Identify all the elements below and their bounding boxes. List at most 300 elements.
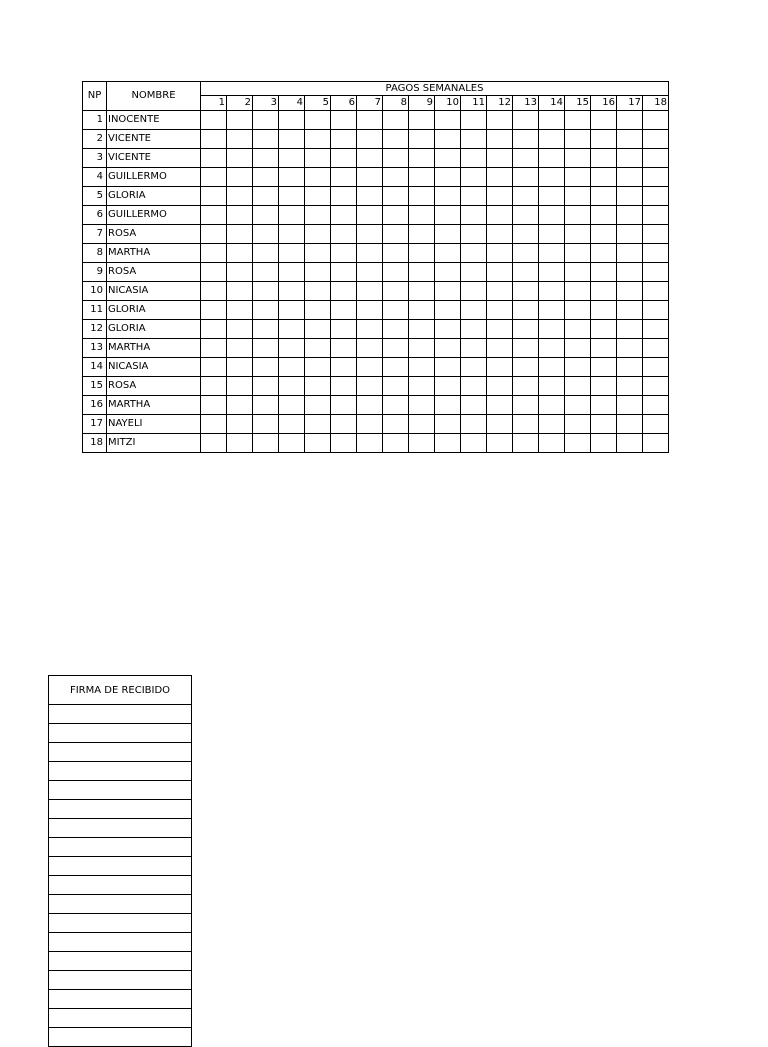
- payment-cell: [643, 339, 669, 358]
- row-name: ROSA: [107, 377, 201, 396]
- payment-cell: [435, 415, 461, 434]
- payment-cell: [513, 168, 539, 187]
- payment-cell: [461, 111, 487, 130]
- payment-cell: [253, 396, 279, 415]
- payment-cell: [591, 244, 617, 263]
- payment-cell: [357, 263, 383, 282]
- payment-cell: [305, 187, 331, 206]
- row-number: 4: [83, 168, 107, 187]
- payment-cell: [383, 434, 409, 453]
- payment-cell: [513, 434, 539, 453]
- payment-cell: [435, 130, 461, 149]
- signature-line: [49, 1028, 192, 1047]
- table-row: [83, 111, 669, 130]
- table-row: [83, 339, 669, 358]
- payment-cell: [383, 377, 409, 396]
- payment-cell: [513, 225, 539, 244]
- payment-cell: [539, 244, 565, 263]
- payment-cell: [331, 225, 357, 244]
- payment-cell: [253, 206, 279, 225]
- payment-cell: [565, 434, 591, 453]
- payment-cell: [539, 301, 565, 320]
- payment-cell: [383, 206, 409, 225]
- payment-cell: [487, 415, 513, 434]
- payment-cell: [227, 320, 253, 339]
- payment-cell: [201, 396, 227, 415]
- payment-cell: [357, 396, 383, 415]
- payment-cell: [435, 377, 461, 396]
- payment-cell: [383, 396, 409, 415]
- payment-cell: [435, 320, 461, 339]
- payment-cell: [565, 358, 591, 377]
- payment-cell: [513, 339, 539, 358]
- payment-cell: [565, 206, 591, 225]
- payment-cell: [617, 339, 643, 358]
- week-number-header: 12: [487, 96, 513, 111]
- payment-cell: [383, 225, 409, 244]
- payment-cell: [331, 377, 357, 396]
- row-name: VICENTE: [107, 130, 201, 149]
- payment-cell: [617, 263, 643, 282]
- payment-cell: [591, 415, 617, 434]
- payment-cell: [227, 263, 253, 282]
- payment-cell: [253, 434, 279, 453]
- payment-cell: [435, 244, 461, 263]
- payment-cell: [383, 187, 409, 206]
- payment-cell: [617, 168, 643, 187]
- payment-cell: [565, 263, 591, 282]
- payment-cell: [201, 187, 227, 206]
- payment-cell: [643, 206, 669, 225]
- payment-cell: [279, 168, 305, 187]
- payment-cell: [227, 244, 253, 263]
- payment-cell: [643, 301, 669, 320]
- payment-cell: [357, 187, 383, 206]
- payment-cell: [513, 415, 539, 434]
- payment-cell: [409, 263, 435, 282]
- table-row: [83, 377, 669, 396]
- row-name: GLORIA: [107, 320, 201, 339]
- payment-cell: [357, 168, 383, 187]
- week-number-header: 11: [461, 96, 487, 111]
- table-row: [83, 320, 669, 339]
- payment-cell: [435, 263, 461, 282]
- signature-line: [49, 781, 192, 800]
- week-number-header: 17: [617, 96, 643, 111]
- payment-cell: [331, 358, 357, 377]
- table-row: [83, 301, 669, 320]
- signature-line: [49, 838, 192, 857]
- payment-cell: [253, 168, 279, 187]
- payment-cell: [409, 282, 435, 301]
- payment-cell: [331, 206, 357, 225]
- payment-cell: [591, 149, 617, 168]
- row-number: 12: [83, 320, 107, 339]
- payment-cell: [461, 301, 487, 320]
- row-name: GLORIA: [107, 187, 201, 206]
- payment-cell: [253, 301, 279, 320]
- payment-cell: [201, 320, 227, 339]
- payment-cell: [539, 225, 565, 244]
- payment-cell: [565, 187, 591, 206]
- payment-cell: [305, 301, 331, 320]
- payment-cell: [539, 111, 565, 130]
- payment-cell: [487, 263, 513, 282]
- week-number-header: 13: [513, 96, 539, 111]
- payment-cell: [461, 206, 487, 225]
- payment-cell: [591, 130, 617, 149]
- row-number: 15: [83, 377, 107, 396]
- payment-cell: [357, 130, 383, 149]
- payment-cell: [409, 377, 435, 396]
- payment-cell: [435, 301, 461, 320]
- row-number: 3: [83, 149, 107, 168]
- table-row: [83, 244, 669, 263]
- payment-cell: [565, 244, 591, 263]
- table-row: [83, 187, 669, 206]
- signature-line: [49, 914, 192, 933]
- payment-cell: [513, 244, 539, 263]
- payment-cell: [201, 301, 227, 320]
- payment-cell: [643, 168, 669, 187]
- payment-cell: [487, 301, 513, 320]
- row-number: 2: [83, 130, 107, 149]
- signature-table: [48, 675, 192, 1047]
- payment-cell: [357, 377, 383, 396]
- payment-cell: [643, 187, 669, 206]
- payment-cell: [513, 320, 539, 339]
- payment-cell: [591, 263, 617, 282]
- payment-cell: [461, 434, 487, 453]
- payment-cell: [487, 130, 513, 149]
- payment-cell: [591, 434, 617, 453]
- payment-cell: [227, 282, 253, 301]
- row-number: 9: [83, 263, 107, 282]
- payment-cell: [253, 415, 279, 434]
- payment-cell: [305, 263, 331, 282]
- row-name: MITZI: [107, 434, 201, 453]
- payment-cell: [409, 320, 435, 339]
- signature-line: [49, 724, 192, 743]
- payment-cell: [591, 282, 617, 301]
- payment-cell: [357, 149, 383, 168]
- payment-cell: [643, 415, 669, 434]
- payment-cell: [279, 263, 305, 282]
- payment-cell: [201, 358, 227, 377]
- payment-cell: [383, 130, 409, 149]
- row-name: MARTHA: [107, 244, 201, 263]
- week-number-header: 2: [227, 96, 253, 111]
- payment-cell: [253, 111, 279, 130]
- payment-cell: [357, 415, 383, 434]
- payment-cell: [279, 282, 305, 301]
- payment-cell: [253, 320, 279, 339]
- table-row: [83, 206, 669, 225]
- payments-header: PAGOS SEMANALES: [201, 82, 669, 96]
- payment-cell: [201, 244, 227, 263]
- payment-cell: [409, 130, 435, 149]
- payment-cell: [617, 415, 643, 434]
- payment-cell: [617, 320, 643, 339]
- payment-cell: [617, 149, 643, 168]
- payment-cell: [539, 320, 565, 339]
- payment-cell: [201, 149, 227, 168]
- payment-cell: [487, 206, 513, 225]
- payment-cell: [331, 244, 357, 263]
- payment-cell: [487, 282, 513, 301]
- payment-cell: [279, 206, 305, 225]
- week-number-header: 18: [643, 96, 669, 111]
- row-number: 16: [83, 396, 107, 415]
- payment-cell: [383, 149, 409, 168]
- payment-cell: [487, 149, 513, 168]
- payment-cell: [305, 320, 331, 339]
- payment-cell: [487, 244, 513, 263]
- payment-cell: [201, 263, 227, 282]
- payment-cell: [357, 434, 383, 453]
- payment-cell: [617, 225, 643, 244]
- payment-cell: [331, 282, 357, 301]
- payment-cell: [539, 168, 565, 187]
- payment-cell: [331, 339, 357, 358]
- payment-cell: [279, 396, 305, 415]
- week-number-header: 3: [253, 96, 279, 111]
- row-name: INOCENTE: [107, 111, 201, 130]
- payment-cell: [201, 111, 227, 130]
- payment-cell: [539, 339, 565, 358]
- payment-cell: [565, 377, 591, 396]
- payment-cell: [305, 149, 331, 168]
- payment-cell: [331, 149, 357, 168]
- payment-cell: [305, 415, 331, 434]
- payment-cell: [357, 358, 383, 377]
- table-row: [83, 130, 669, 149]
- payment-cell: [279, 225, 305, 244]
- signature-header: FIRMA DE RECIBIDO: [49, 676, 192, 705]
- payment-cell: [487, 168, 513, 187]
- payment-cell: [435, 339, 461, 358]
- signature-line: [49, 705, 192, 724]
- payment-cell: [409, 168, 435, 187]
- row-name: ROSA: [107, 263, 201, 282]
- payment-cell: [617, 434, 643, 453]
- payment-cell: [305, 225, 331, 244]
- payment-cell: [539, 130, 565, 149]
- payment-cell: [617, 111, 643, 130]
- payment-cell: [383, 415, 409, 434]
- payment-cell: [435, 282, 461, 301]
- table-row: [83, 358, 669, 377]
- payment-cell: [643, 320, 669, 339]
- payment-cell: [461, 415, 487, 434]
- payment-cell: [513, 206, 539, 225]
- payment-cell: [565, 225, 591, 244]
- payment-cell: [513, 358, 539, 377]
- signature-line: [49, 743, 192, 762]
- row-name: GLORIA: [107, 301, 201, 320]
- payment-cell: [253, 244, 279, 263]
- payment-cell: [461, 396, 487, 415]
- payment-cell: [591, 187, 617, 206]
- payment-cell: [357, 282, 383, 301]
- week-number-header: 5: [305, 96, 331, 111]
- week-number-header: 8: [383, 96, 409, 111]
- payment-cell: [409, 434, 435, 453]
- payment-cell: [357, 206, 383, 225]
- payment-cell: [253, 187, 279, 206]
- signature-line: [49, 1009, 192, 1028]
- payment-cell: [409, 187, 435, 206]
- payment-cell: [227, 111, 253, 130]
- payment-cell: [227, 358, 253, 377]
- payment-cell: [643, 358, 669, 377]
- payment-cell: [409, 225, 435, 244]
- payment-cell: [487, 225, 513, 244]
- row-name: MARTHA: [107, 396, 201, 415]
- payment-cell: [591, 339, 617, 358]
- payment-cell: [201, 206, 227, 225]
- payment-cell: [305, 244, 331, 263]
- payment-cell: [227, 130, 253, 149]
- payment-cell: [539, 263, 565, 282]
- payment-cell: [383, 339, 409, 358]
- payment-cell: [591, 320, 617, 339]
- payment-cell: [409, 244, 435, 263]
- payment-cell: [279, 434, 305, 453]
- payment-cell: [565, 149, 591, 168]
- payment-cell: [617, 130, 643, 149]
- payment-cell: [487, 320, 513, 339]
- payment-cell: [253, 225, 279, 244]
- payment-cell: [591, 206, 617, 225]
- payment-cell: [279, 244, 305, 263]
- signature-line: [49, 762, 192, 781]
- payment-cell: [253, 358, 279, 377]
- payment-cell: [227, 301, 253, 320]
- payment-cell: [565, 396, 591, 415]
- table-row: [83, 263, 669, 282]
- payment-cell: [539, 282, 565, 301]
- payment-cell: [643, 377, 669, 396]
- row-name: GUILLERMO: [107, 168, 201, 187]
- payment-cell: [279, 358, 305, 377]
- payment-cell: [513, 111, 539, 130]
- payment-cell: [487, 187, 513, 206]
- payment-cell: [565, 168, 591, 187]
- payment-cell: [279, 320, 305, 339]
- payment-cell: [201, 377, 227, 396]
- payment-cell: [201, 282, 227, 301]
- payment-cell: [357, 301, 383, 320]
- payment-cell: [279, 111, 305, 130]
- payment-cell: [201, 130, 227, 149]
- payment-cell: [513, 149, 539, 168]
- payment-cell: [539, 206, 565, 225]
- payment-cell: [539, 187, 565, 206]
- payment-cell: [383, 168, 409, 187]
- payments-table-body: [83, 111, 669, 453]
- signature-line: [49, 990, 192, 1009]
- payment-cell: [227, 434, 253, 453]
- payment-cell: [461, 149, 487, 168]
- payment-cell: [461, 358, 487, 377]
- payment-cell: [643, 434, 669, 453]
- payment-cell: [643, 396, 669, 415]
- payment-cell: [591, 358, 617, 377]
- payment-cell: [591, 111, 617, 130]
- payment-cell: [305, 434, 331, 453]
- week-number-header: 6: [331, 96, 357, 111]
- payment-cell: [227, 339, 253, 358]
- row-number: 13: [83, 339, 107, 358]
- payment-cell: [357, 111, 383, 130]
- payment-cell: [565, 339, 591, 358]
- payment-cell: [565, 111, 591, 130]
- signature-line: [49, 952, 192, 971]
- payment-cell: [513, 263, 539, 282]
- payment-cell: [253, 263, 279, 282]
- payment-cell: [617, 206, 643, 225]
- table-row: [83, 168, 669, 187]
- payment-cell: [305, 130, 331, 149]
- table-row: [83, 225, 669, 244]
- payment-cell: [409, 415, 435, 434]
- week-number-header: 7: [357, 96, 383, 111]
- name-header: NOMBRE: [107, 82, 201, 111]
- payment-cell: [357, 225, 383, 244]
- payment-cell: [357, 339, 383, 358]
- payment-cell: [279, 377, 305, 396]
- payment-cell: [357, 320, 383, 339]
- weekly-payments-table: [82, 81, 669, 453]
- payment-cell: [227, 187, 253, 206]
- signature-line: [49, 876, 192, 895]
- payment-cell: [539, 377, 565, 396]
- payment-cell: [461, 320, 487, 339]
- row-number: 18: [83, 434, 107, 453]
- payment-cell: [565, 282, 591, 301]
- payment-cell: [383, 282, 409, 301]
- table-row: [83, 415, 669, 434]
- payment-cell: [461, 282, 487, 301]
- week-number-header: 9: [409, 96, 435, 111]
- signature-line: [49, 933, 192, 952]
- payment-cell: [227, 225, 253, 244]
- payment-cell: [201, 339, 227, 358]
- payment-cell: [279, 149, 305, 168]
- payment-cell: [487, 358, 513, 377]
- payment-cell: [435, 434, 461, 453]
- payment-cell: [617, 244, 643, 263]
- week-number-header: 14: [539, 96, 565, 111]
- row-number: 5: [83, 187, 107, 206]
- payment-cell: [201, 415, 227, 434]
- payment-cell: [279, 415, 305, 434]
- payment-cell: [539, 434, 565, 453]
- payment-cell: [201, 168, 227, 187]
- payment-cell: [435, 358, 461, 377]
- payment-cell: [409, 301, 435, 320]
- payment-cell: [643, 263, 669, 282]
- payment-cell: [227, 168, 253, 187]
- payment-cell: [591, 396, 617, 415]
- payment-cell: [331, 396, 357, 415]
- payment-cell: [305, 358, 331, 377]
- payment-cell: [539, 415, 565, 434]
- payment-cell: [331, 301, 357, 320]
- payment-cell: [383, 301, 409, 320]
- payment-cell: [461, 130, 487, 149]
